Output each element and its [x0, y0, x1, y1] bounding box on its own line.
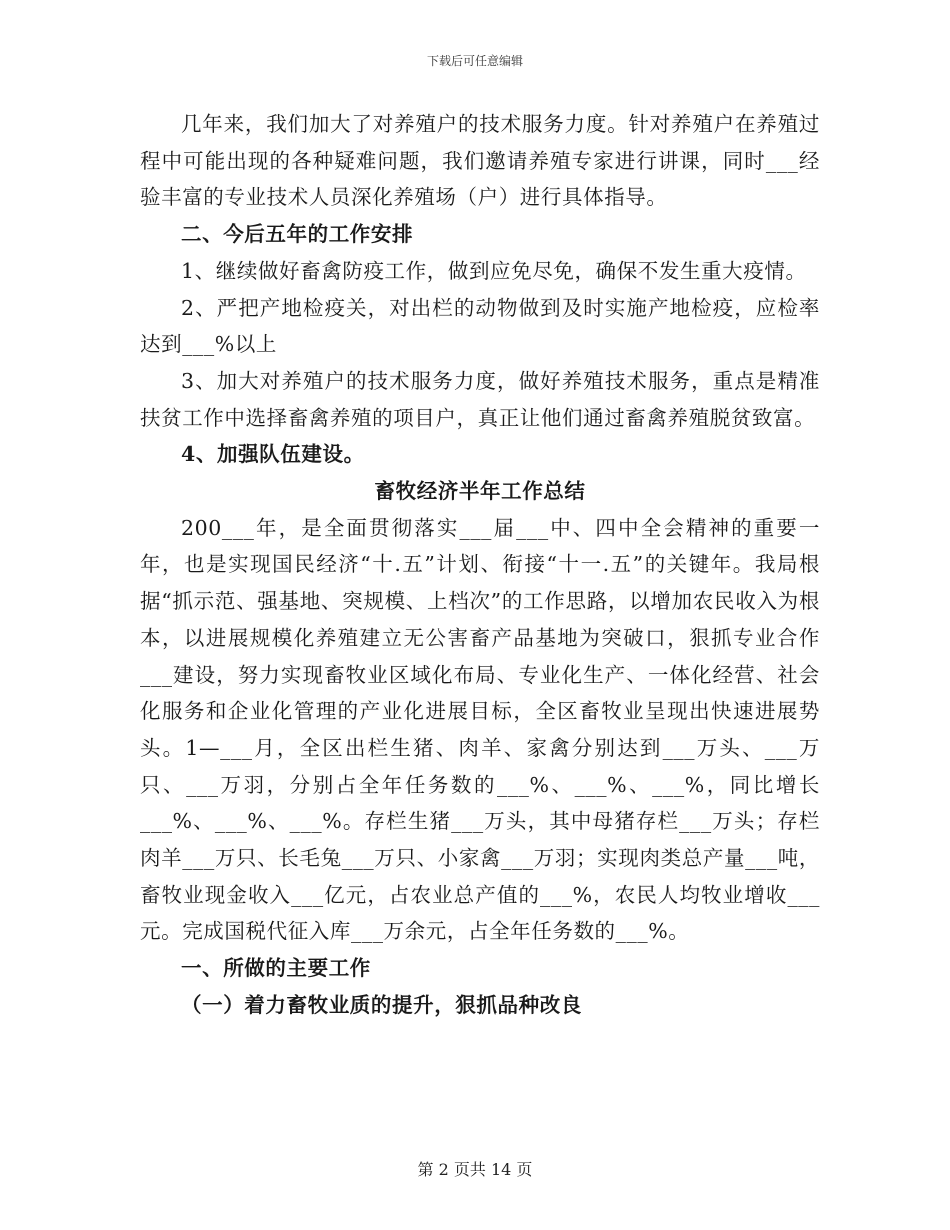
- page-header: 下载后可任意编辑: [426, 54, 523, 68]
- list-item-2: 2、严把产地检疫关，对出栏的动物做到及时实施产地检疫，应检率达到___%以上: [140, 295, 820, 357]
- paragraph-tech-service: 几年来，我们加大了对养殖户的技术服务力度。针对养殖户在养殖过程中可能出现的各种疑难问题，我们邀请养殖专家进行讲课，同时___经验丰富的专业技术人员深化养殖场（户）进行具体指导。: [140, 112, 820, 210]
- section-heading-five-year-plan: 二、今后五年的工作安排: [181, 222, 414, 247]
- document-body: [140, 106, 820, 1024]
- section-heading-main-work: 一、所做的主要工作: [181, 956, 371, 981]
- list-item-1: 1、继续做好畜禽防疫工作，做到应免尽免，确保不发生重大疫情。: [181, 258, 807, 283]
- subsection-heading-breed-improvement: （一）着力畜牧业质的提升，狠抓品种改良: [181, 992, 582, 1017]
- paragraph-summary: 200___年，是全面贯彻落实___届___中、四中全会精神的重要一年，也是实现国民经济“十.五”计划、衔接“十一.五”的关键年。我局根据“抓示范、强基地、突规模、上档次”的工作思路，以增加农民收入为根本，以进展规模化养殖建立无公害畜产品基地为突破口，狠抓专业合作___建设，努力实现畜牧业区域化布局、专业化生产、一体化经营、社会化服务和企业化管理的产业化进展目标，全区畜牧业呈现出快速进展势头。1—___月，全区出栏生猪、肉羊、家禽分别达到___万头、___万只、___万羽，分别占全年任务数的___%、___%、___%，同比增长___%、___%、___%。存栏生猪___万头，其中母猪存栏___万头；存栏肉羊___万只、长毛兔___万只、小家禽___万羽；实现肉类总产量___吨，畜牧业现金收入___亿元，占农业总产值的___%，农民人均牧业增收___元。完成国税代征入库___万余元，占全年任务数的___%。: [140, 515, 820, 944]
- document-title: 畜牧经济半年工作总结: [374, 479, 586, 504]
- page-footer: 第 2 页共 14 页: [417, 1160, 533, 1179]
- list-item-3: 3、加大对养殖户的技术服务力度，做好养殖技术服务，重点是精准扶贫工作中选择畜禽养殖的项目户，真正让他们通过畜禽养殖脱贫致富。: [140, 368, 820, 430]
- list-item-4: 4、加强队伍建设。: [181, 442, 365, 467]
